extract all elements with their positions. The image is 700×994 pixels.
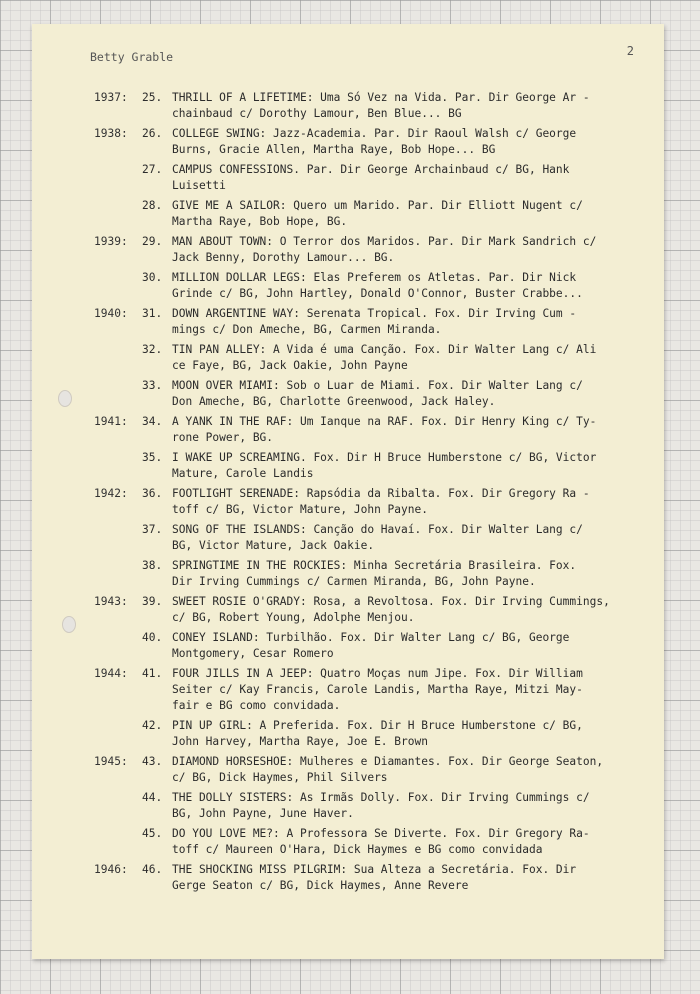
film-number: 29. — [142, 235, 163, 248]
film-number: 45. — [142, 827, 163, 840]
film-description: MAN ABOUT TOWN: O Terror dos Maridos. Par. Dir Mark Sandrich c/ Jack Benny, Dorothy Lamour... BG. — [172, 235, 597, 264]
film-description: TIN PAN ALLEY: A Vida é uma Canção. Fox. Dir Walter Lang c/ Ali ce Faye, BG, Jack Oakie, John Payne — [172, 343, 597, 372]
film-year: 1946: — [94, 863, 128, 876]
film-number: 32. — [142, 343, 163, 356]
film-description: COLLEGE SWING: Jazz-Academia. Par. Dir Raoul Walsh c/ George Burns, Gracie Allen, Martha Raye, Bob Hope... BG — [172, 127, 577, 156]
film-number: 43. — [142, 755, 163, 768]
film-number: 26. — [142, 127, 163, 140]
film-year: 1943: — [94, 595, 128, 608]
film-description: MOON OVER MIAMI: Sob o Luar de Miami. Fox. Dir Walter Lang c/ Don Ameche, BG, Charlotte Greenwood, Jack Haley. — [172, 379, 583, 408]
film-description: DIAMOND HORSESHOE: Mulheres e Diamantes. Fox. Dir George Seaton, c/ BG, Dick Haymes, Phil Silvers — [172, 755, 604, 784]
film-entry — [32, 270, 664, 302]
film-number: 38. — [142, 559, 163, 572]
film-entry — [32, 594, 664, 626]
film-number: 35. — [142, 451, 163, 464]
film-description: MILLION DOLLAR LEGS: Elas Preferem os Atletas. Par. Dir Nick Grinde c/ BG, John Hartley, Donald O'Connor, Buster Crabbe... — [172, 271, 583, 300]
film-year: 1938: — [94, 127, 128, 140]
film-year: 1940: — [94, 307, 128, 320]
film-number: 31. — [142, 307, 163, 320]
film-number: 44. — [142, 791, 163, 804]
film-number: 30. — [142, 271, 163, 284]
film-entry — [32, 754, 664, 786]
film-entry — [32, 162, 664, 194]
page-number: 2 — [626, 44, 634, 58]
film-entry — [32, 234, 664, 266]
film-number: 34. — [142, 415, 163, 428]
film-description: SPRINGTIME IN THE ROCKIES: Minha Secretária Brasileira. Fox. Dir Irving Cummings c/ Carmen Miranda, BG, John Payne. — [172, 559, 577, 588]
film-number: 36. — [142, 487, 163, 500]
film-entry — [32, 862, 664, 894]
film-entry — [32, 486, 664, 518]
film-number: 39. — [142, 595, 163, 608]
film-description: THE DOLLY SISTERS: As Irmãs Dolly. Fox. Dir Irving Cummings c/ BG, John Payne, June Haver. — [172, 791, 590, 820]
film-entry — [32, 558, 664, 590]
film-description: THE SHOCKING MISS PILGRIM: Sua Alteza a Secretária. Fox. Dir Gerge Seaton c/ BG, Dick Haymes, Anne Revere — [172, 863, 577, 892]
film-description: SONG OF THE ISLANDS: Canção do Havaí. Fox. Dir Walter Lang c/ BG, Victor Mature, Jack Oakie. — [172, 523, 583, 552]
film-description: DOWN ARGENTINE WAY: Serenata Tropical. Fox. Dir Irving Cum - mings c/ Don Ameche, BG, Carmen Miranda. — [172, 307, 577, 336]
film-entry — [32, 450, 664, 482]
page-header-name: Betty Grable — [90, 50, 174, 64]
film-year: 1941: — [94, 415, 128, 428]
film-description: CAMPUS CONFESSIONS. Par. Dir George Archainbaud c/ BG, Hank Luisetti — [172, 163, 570, 192]
film-entry — [32, 522, 664, 554]
film-entry — [32, 90, 664, 122]
film-year: 1945: — [94, 755, 128, 768]
film-description: I WAKE UP SCREAMING. Fox. Dir H Bruce Humberstone c/ BG, Victor Mature, Carole Landis — [172, 451, 597, 480]
filmography-list — [32, 90, 664, 898]
film-description: PIN UP GIRL: A Preferida. Fox. Dir H Bruce Humberstone c/ BG, John Harvey, Martha Raye, Joe E. Brown — [172, 719, 583, 748]
film-entry — [32, 826, 664, 858]
film-entry — [32, 630, 664, 662]
film-number: 37. — [142, 523, 163, 536]
film-number: 25. — [142, 91, 163, 104]
film-number: 40. — [142, 631, 163, 644]
film-description: A YANK IN THE RAF: Um Ianque na RAF. Fox. Dir Henry King c/ Ty- rone Power, BG. — [172, 415, 597, 444]
film-entry — [32, 378, 664, 410]
film-description: FOOTLIGHT SERENADE: Rapsódia da Ribalta. Fox. Dir Gregory Ra - toff c/ BG, Victor Mature, John Payne. — [172, 487, 590, 516]
film-number: 42. — [142, 719, 163, 732]
film-number: 27. — [142, 163, 163, 176]
typewritten-page — [32, 24, 664, 959]
film-description: GIVE ME A SAILOR: Quero um Marido. Par. Dir Elliott Nugent c/ Martha Raye, Bob Hope, BG. — [172, 199, 583, 228]
film-entry — [32, 198, 664, 230]
film-description: FOUR JILLS IN A JEEP: Quatro Moças num Jipe. Fox. Dir William Seiter c/ Kay Francis, Carole Landis, Martha Raye, Mitzi May- fair e BG como convidada. — [172, 667, 583, 712]
film-year: 1939: — [94, 235, 128, 248]
film-description: SWEET ROSIE O'GRADY: Rosa, a Revoltosa. Fox. Dir Irving Cummings, c/ BG, Robert Young, Adolphe Menjou. — [172, 595, 610, 624]
film-entry — [32, 342, 664, 374]
film-entry — [32, 414, 664, 446]
film-number: 41. — [142, 667, 163, 680]
film-year: 1937: — [94, 91, 128, 104]
film-number: 46. — [142, 863, 163, 876]
film-description: DO YOU LOVE ME?: A Professora Se Diverte. Fox. Dir Gregory Ra- toff c/ Maureen O'Hara, Dick Haymes e BG como convidada — [172, 827, 590, 856]
film-description: CONEY ISLAND: Turbilhão. Fox. Dir Walter Lang c/ BG, George Montgomery, Cesar Romero — [172, 631, 570, 660]
film-entry — [32, 790, 664, 822]
film-entry — [32, 666, 664, 714]
film-entry — [32, 126, 664, 158]
film-entry — [32, 718, 664, 750]
film-year: 1942: — [94, 487, 128, 500]
film-number: 33. — [142, 379, 163, 392]
film-description: THRILL OF A LIFETIME: Uma Só Vez na Vida. Par. Dir George Ar - chainbaud c/ Dorothy Lamour, Ben Blue... BG — [172, 91, 590, 120]
film-number: 28. — [142, 199, 163, 212]
film-year: 1944: — [94, 667, 128, 680]
film-entry — [32, 306, 664, 338]
